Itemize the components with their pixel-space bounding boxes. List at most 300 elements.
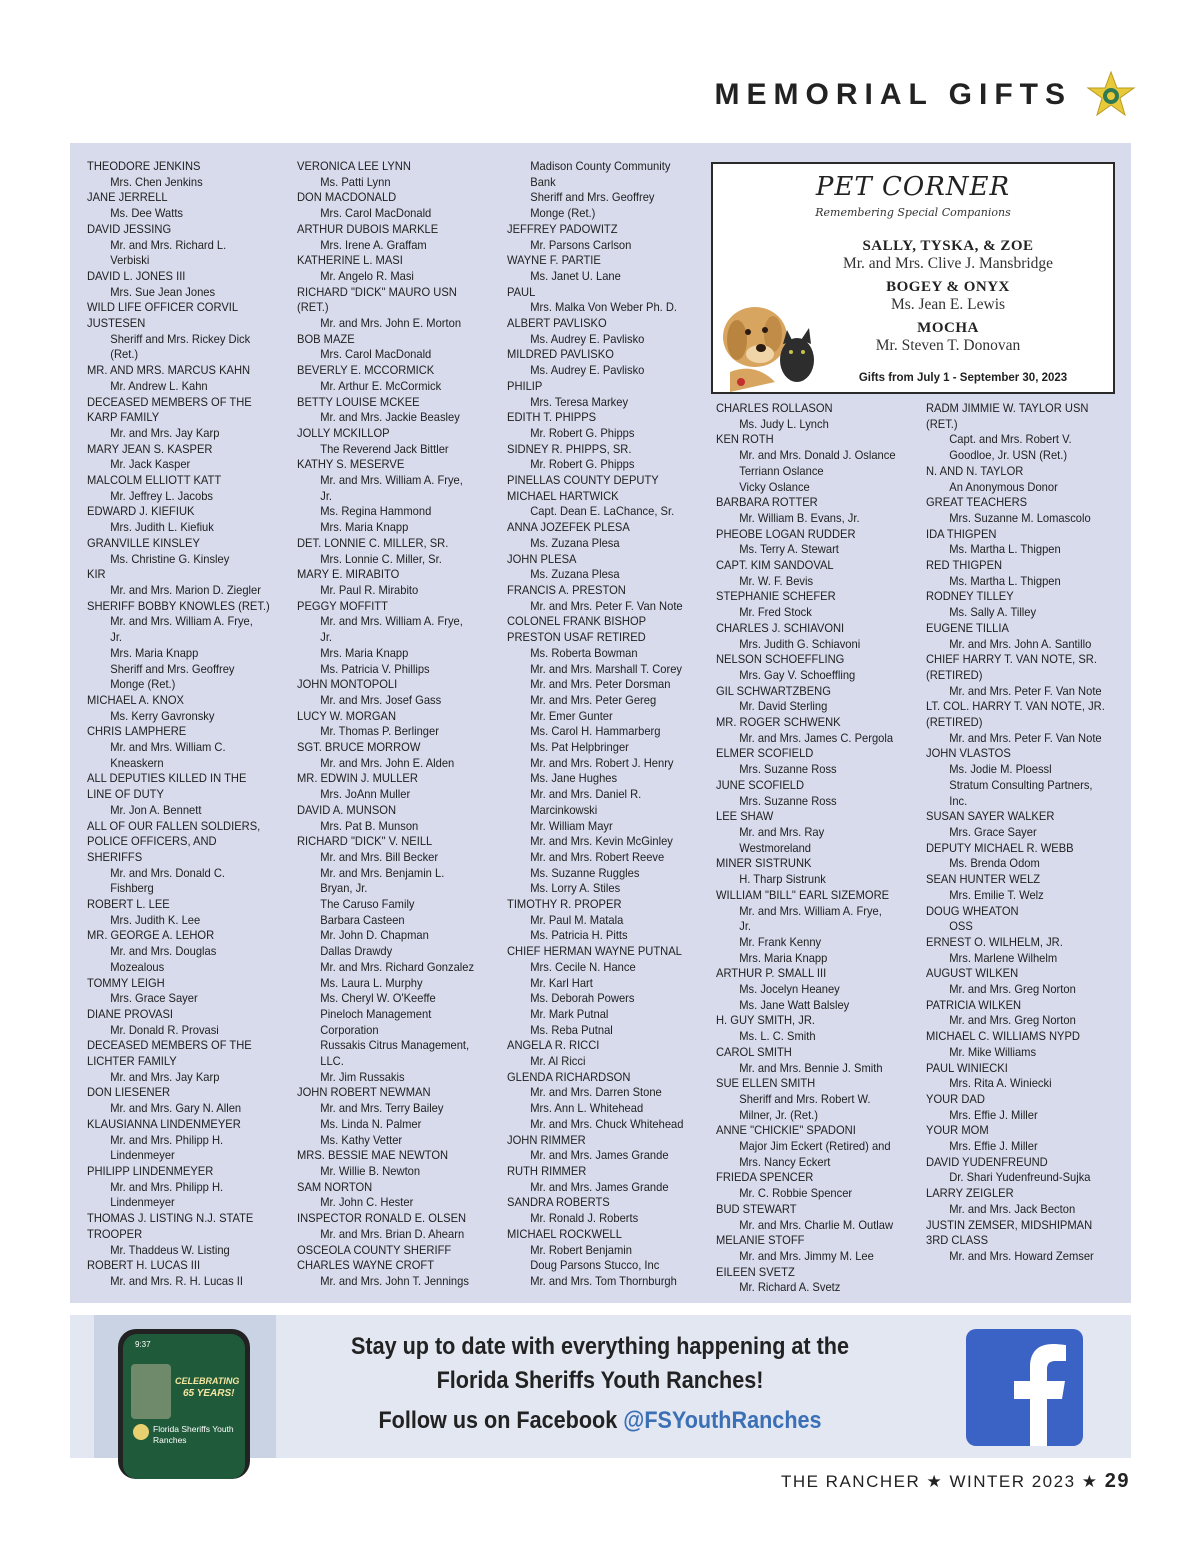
- donor-name: Sheriff and Mrs. Geoffrey: [110, 661, 235, 676]
- honoree-name: SEAN HUNTER WELZ: [926, 872, 1041, 887]
- donor-name: Mr. Donald R. Provasi: [110, 1022, 219, 1037]
- donor-name: Ms. Kathy Vetter: [320, 1132, 403, 1147]
- donor-name: Ms. Audrey E. Pavlisko: [530, 331, 645, 346]
- honoree-name: MINER SISTRUNK: [716, 856, 812, 871]
- donor-name: Mr. and Mrs. William A. Frye,: [320, 614, 463, 629]
- donor-name: Mr. and Mrs. Howard Zemser: [949, 1248, 1094, 1263]
- honoree-name: THEODORE JENKINS: [87, 159, 201, 173]
- honoree-name: PHILIP: [507, 378, 543, 393]
- honoree-name: LUCY W. MORGAN: [297, 708, 397, 723]
- honoree-name: SAM NORTON: [297, 1179, 373, 1194]
- honoree-name: DOUG WHEATON: [926, 903, 1019, 918]
- donor-name: Mr. Fred Stock: [739, 605, 812, 620]
- donor-name: Mr. and Mrs. Terry Bailey: [320, 1101, 444, 1116]
- honoree-name: JOHN MONTOPOLI: [297, 677, 398, 692]
- donor-name: Mr. and Mrs. Josef Gass: [320, 692, 442, 707]
- donor-name: Ms. Sally A. Tilley: [949, 605, 1037, 620]
- donor-name: Ms. Zuzana Plesa: [530, 535, 620, 550]
- donor-name: Mr. and Mrs. Kevin McGinley: [530, 834, 673, 849]
- pet-donor: Mr. Steven T. Donovan: [875, 337, 1021, 354]
- honoree-name: YOUR DAD: [926, 1091, 985, 1106]
- donor-name: Mr. and Mrs. Peter Dorsman: [530, 677, 671, 692]
- donor-name: Mr. Paul M. Matala: [530, 912, 624, 927]
- pet-donor: Mr. and Mrs. Clive J. Mansbridge: [842, 255, 1054, 272]
- donor-name: Mr. Jim Russakis: [320, 1069, 405, 1084]
- donor-name: Mrs. Lonnie C. Miller, Sr.: [320, 551, 442, 566]
- honoree-name: MR. AND MRS. MARCUS KAHN: [87, 363, 251, 378]
- donor-name: Mr. Karl Hart: [530, 975, 593, 990]
- donor-name: Fishberg: [110, 881, 154, 896]
- honoree-name: KLAUSIANNA LINDENMEYER: [87, 1116, 241, 1131]
- honoree-name: JANE JERRELL: [87, 190, 168, 205]
- donor-name: Mr. W. F. Bevis: [739, 573, 814, 588]
- donor-name: Ms. Dee Watts: [110, 206, 184, 221]
- donor-name: Mrs. Carol MacDonald: [320, 206, 432, 221]
- donor-name: Goodloe, Jr. USN (Ret.): [949, 448, 1068, 463]
- donor-name: Ms. Terry A. Stewart: [739, 542, 839, 557]
- pet-names: MOCHA: [917, 320, 979, 336]
- donor-name: Mrs. Effie J. Miller: [949, 1139, 1038, 1154]
- honoree-name: SUSAN SAYER WALKER: [926, 809, 1055, 824]
- donor-name: Ms. Kerry Gavronsky: [110, 708, 215, 723]
- honoree-name: SGT. BRUCE MORROW: [297, 740, 421, 755]
- honoree-name: CHARLES WAYNE CROFT: [297, 1258, 435, 1273]
- honoree-name: RED THIGPEN: [926, 558, 1003, 573]
- donor-name: Ms. Regina Hammond: [320, 504, 432, 519]
- honoree-name: PAUL WINIECKI: [926, 1060, 1008, 1075]
- donor-name: Mr. Arthur E. McCormick: [320, 378, 442, 393]
- donor-name: Capt. Dean E. LaChance, Sr.: [530, 504, 675, 519]
- donor-name: Mr. Willie B. Newton: [320, 1164, 421, 1178]
- donor-name: LLC.: [320, 1054, 344, 1069]
- donor-name: Mrs. Judith L. Kiefiuk: [110, 520, 214, 535]
- donor-name: Westmoreland: [739, 840, 812, 855]
- honoree-name: THOMAS J. LISTING N.J. STATE: [87, 1211, 254, 1226]
- honoree-name: WILLIAM "BILL" EARL SIZEMORE: [716, 887, 890, 902]
- donor-name: Mr. and Mrs. John T. Jennings: [320, 1273, 469, 1288]
- donor-name: Ms. Zuzana Plesa: [530, 567, 620, 582]
- honoree-name: CAROL SMITH: [716, 1044, 792, 1059]
- star-separator-icon: ★: [1081, 1472, 1105, 1491]
- donor-name: Mr. and Mrs. Marion D. Ziegler: [110, 582, 261, 597]
- donor-name: Mr. and Mrs. Marshall T. Corey: [530, 661, 682, 676]
- donor-name: Mr. Al Ricci: [530, 1054, 586, 1069]
- donor-name: Ms. Carol H. Hammarberg: [530, 724, 661, 739]
- honoree-name: CHARLES J. SCHIAVONI: [716, 620, 845, 635]
- page-number: 29: [1104, 1470, 1130, 1492]
- donor-name: Mr. and Mrs. John A. Santillo: [949, 636, 1092, 651]
- honoree-name: MR. ROGER SCHWENK: [716, 715, 841, 730]
- donor-name: Ms. Christine G. Kinsley: [110, 551, 230, 566]
- phone-badge-text: CELEBRATING: [175, 1376, 240, 1386]
- honoree-name: PAUL: [507, 284, 536, 299]
- donor-name: Mr. and Mrs. William A. Frye,: [320, 473, 463, 488]
- honoree-name: SHERIFF BOBBY KNOWLES (RET.): [87, 598, 270, 613]
- honoree-name: PINELLAS COUNTY DEPUTY: [507, 473, 659, 488]
- honoree-name: RADM JIMMIE W. TAYLOR USN: [926, 401, 1089, 415]
- donor-name: Mr. and Mrs. Benjamin L.: [320, 865, 445, 880]
- phone-badge-text: 65 YEARS!: [183, 1388, 235, 1399]
- donor-name: Mrs. Marlene Wilhelm: [949, 950, 1058, 965]
- honoree-name: DECEASED MEMBERS OF THE: [87, 1038, 252, 1053]
- honoree-name: MICHAEL HARTWICK: [507, 488, 619, 503]
- honoree-name: TROOPER: [87, 1226, 143, 1241]
- donor-name: Mrs. Ann L. Whitehead: [530, 1101, 644, 1116]
- honoree-name: RUTH RIMMER: [507, 1164, 587, 1178]
- donor-name: Mr. and Mrs. Richard Gonzalez: [320, 959, 475, 974]
- donor-name: Terriann Oslance: [739, 463, 824, 478]
- pet-corner-subtitle: Remembering Special Companions: [815, 206, 1011, 219]
- honoree-name: KATHY S. MESERVE: [297, 457, 405, 472]
- honoree-name: DAVID A. MUNSON: [297, 802, 397, 817]
- donor-name: Mr. Emer Gunter: [530, 708, 613, 723]
- donor-name: Mrs. Rita A. Winiecki: [949, 1076, 1052, 1091]
- pet-names: BOGEY & ONYX: [886, 279, 1010, 295]
- donor-name: Mr. and Mrs. Donald C.: [110, 865, 225, 880]
- honoree-name: ELMER SCOFIELD: [716, 746, 814, 761]
- donor-name: H. Tharp Sistrunk: [739, 872, 826, 887]
- honoree-name: GLENDA RICHARDSON: [507, 1069, 631, 1084]
- honoree-name: JOHN PLESA: [507, 551, 577, 566]
- donor-name: Milner, Jr. (Ret.): [739, 1107, 819, 1122]
- banner-headline: Stay up to date with everything happening at the: [350, 1333, 850, 1360]
- donor-name: Mr. Jack Kasper: [110, 457, 191, 472]
- donor-name: Mr. John D. Chapman: [320, 928, 429, 943]
- honoree-name: LEE SHAW: [716, 809, 774, 824]
- honoree-name: LINE OF DUTY: [87, 787, 164, 802]
- donor-name: Ms. Pat Helpbringer: [530, 740, 629, 755]
- honoree-name: (RETIRED): [926, 667, 983, 682]
- honoree-name: JUNE SCOFIELD: [716, 777, 805, 792]
- honoree-name: (RET.): [926, 416, 958, 431]
- honoree-name: 3RD CLASS: [926, 1233, 989, 1248]
- honoree-name: POLICE OFFICERS, AND: [87, 834, 217, 849]
- honoree-name: OSCEOLA COUNTY SHERIFF: [297, 1242, 452, 1257]
- honoree-name: GREAT TEACHERS: [926, 495, 1028, 510]
- donor-name: Dr. Shari Yudenfreund-Sujka: [949, 1170, 1091, 1185]
- donor-name: Mrs. Effie J. Miller: [949, 1107, 1038, 1122]
- honoree-name: H. GUY SMITH, JR.: [716, 1013, 816, 1028]
- phone-page-name-line: Florida Sheriffs Youth: [153, 1424, 234, 1434]
- donor-name: Mr. and Mrs. William C.: [110, 740, 226, 755]
- donor-name: Mr. Angelo R. Masi: [320, 268, 414, 283]
- honoree-name: WAYNE F. PARTIE: [507, 253, 601, 268]
- honoree-name: PEGGY MOFFITT: [297, 598, 388, 613]
- honoree-name: KATHERINE L. MASI: [297, 253, 403, 268]
- donor-name: Mrs. Maria Knapp: [320, 520, 409, 535]
- honoree-name: MICHAEL ROCKWELL: [507, 1226, 622, 1241]
- honoree-name: BEVERLY E. MCCORMICK: [297, 363, 435, 378]
- honoree-name: MR. EDWIN J. MULLER: [297, 771, 418, 786]
- donor-name: Ms. Jane Watt Balsley: [739, 997, 850, 1012]
- honoree-name: BARBARA ROTTER: [716, 495, 818, 510]
- donor-name: Sheriff and Mrs. Robert W.: [739, 1091, 871, 1106]
- donor-name: Ms. Linda N. Palmer: [320, 1116, 422, 1131]
- donor-name: Mr. Frank Kenny: [739, 934, 822, 949]
- star-separator-icon: ★: [926, 1472, 950, 1491]
- honoree-name: INSPECTOR RONALD E. OLSEN: [297, 1211, 467, 1226]
- page-title: MEMORIAL GIFTS: [714, 78, 1072, 111]
- honoree-name: SHERIFFS: [87, 849, 143, 864]
- donor-name: Mrs. Carol MacDonald: [320, 347, 432, 362]
- honoree-name: DEPUTY MICHAEL R. WEBB: [926, 840, 1074, 855]
- honoree-name: CHIEF HARRY T. VAN NOTE, SR.: [926, 652, 1097, 667]
- donor-name: Ms. Deborah Powers: [530, 991, 635, 1006]
- donor-name: Mr. and Mrs. Robert J. Henry: [530, 755, 674, 770]
- donor-name: Ms. L. C. Smith: [739, 1029, 816, 1044]
- honoree-name: DAVID YUDENFREUND: [926, 1154, 1048, 1169]
- donor-name: Madison County Community: [530, 159, 671, 173]
- donor-name: Mr. and Mrs. Jay Karp: [110, 1069, 220, 1084]
- honoree-name: N. AND N. TAYLOR: [926, 463, 1024, 478]
- honoree-name: DON LIESENER: [87, 1085, 171, 1100]
- donor-name: (Ret.): [110, 347, 139, 362]
- donor-name: Ms. Martha L. Thigpen: [949, 573, 1061, 588]
- donor-name: Jr.: [320, 630, 333, 645]
- donor-name: Mr. and Mrs. Tom Thornburgh: [530, 1273, 677, 1288]
- donor-name: Mr. and Mrs. Peter F. Van Note: [949, 683, 1102, 698]
- sheriff-star-icon: [1086, 70, 1136, 120]
- donor-name: Mrs. Maria Knapp: [110, 645, 199, 660]
- memorial-column-5: [926, 401, 1126, 1265]
- donor-name: Barbara Casteen: [320, 912, 405, 927]
- honoree-name: RICHARD "DICK" MAURO USN: [297, 284, 457, 299]
- honoree-name: STEPHANIE SCHEFER: [716, 589, 836, 604]
- donor-name: Mrs. Nancy Eckert: [739, 1154, 831, 1169]
- donor-name: Mrs. Gay V. Schoeffling: [739, 667, 856, 682]
- donor-name: Sheriff and Mrs. Rickey Dick: [110, 331, 251, 346]
- donor-name: Mrs. Pat B. Munson: [320, 818, 419, 833]
- donor-name: The Caruso Family: [320, 897, 415, 912]
- donor-name: Mr. and Mrs. Bennie J. Smith: [739, 1060, 883, 1075]
- phone-page-name: [153, 1424, 234, 1446]
- honoree-name: DON MACDONALD: [297, 190, 397, 205]
- donor-name: Mr. and Mrs. Darren Stone: [530, 1085, 662, 1100]
- honoree-name: ALL DEPUTIES KILLED IN THE: [87, 771, 247, 786]
- honoree-name: JUSTIN ZEMSER, MIDSHIPMAN: [926, 1217, 1093, 1232]
- donor-name: Ms. Laura L. Murphy: [320, 975, 423, 990]
- facebook-f-glyph: [966, 1329, 1083, 1446]
- donor-name: Mrs. Irene A. Graffam: [320, 237, 427, 252]
- honoree-name: JUSTESEN: [87, 316, 146, 331]
- honoree-name: MELANIE STOFF: [716, 1233, 805, 1248]
- honoree-name: GIL SCHWARTZBENG: [716, 683, 831, 698]
- phone-photo: [131, 1364, 171, 1419]
- honoree-name: CHIEF HERMAN WAYNE PUTNAL: [507, 944, 682, 959]
- donor-name: Mr. and Mrs. Bill Becker: [320, 849, 439, 864]
- honoree-name: ANGELA R. RICCI: [507, 1038, 600, 1053]
- donor-name: Ms. Patricia H. Pitts: [530, 928, 628, 943]
- honoree-name: YOUR MOM: [926, 1123, 989, 1138]
- donor-name: Kneaskern: [110, 755, 164, 770]
- facebook-icon[interactable]: [966, 1329, 1083, 1446]
- follow-text: Follow us on Facebook: [378, 1407, 624, 1434]
- honoree-name: DAVID L. JONES III: [87, 268, 186, 283]
- donor-name: Capt. and Mrs. Robert V.: [949, 432, 1072, 447]
- donor-name: Ms. Lorry A. Stiles: [530, 881, 621, 896]
- honoree-name: FRANCIS A. PRESTON: [507, 582, 626, 597]
- donor-name: Mr. and Mrs. Gary N. Allen: [110, 1101, 242, 1116]
- honoree-name: BETTY LOUISE MCKEE: [297, 394, 420, 409]
- honoree-name: EDWARD J. KIEFIUK: [87, 504, 195, 519]
- honoree-name: CAPT. KIM SANDOVAL: [716, 558, 834, 573]
- donor-name: Mr. and Mrs. Chuck Whitehead: [530, 1116, 684, 1131]
- donor-name: Mr. and Mrs. Brian D. Ahearn: [320, 1226, 465, 1241]
- donor-name: Ms. Patti Lynn: [320, 174, 391, 189]
- honoree-name: MR. GEORGE A. LEHOR: [87, 928, 215, 943]
- facebook-handle-link[interactable]: @FSYouthRanches: [623, 1407, 822, 1434]
- donor-name: Ms. Jocelyn Heaney: [739, 982, 840, 997]
- honoree-name: PHEOBE LOGAN RUDDER: [716, 526, 856, 541]
- donor-name: Mr. William B. Evans, Jr.: [739, 510, 860, 525]
- honoree-name: MARY E. MIRABITO: [297, 567, 400, 582]
- dog-and-cat-photo: [715, 282, 815, 392]
- honoree-name: CHARLES ROLLASON: [716, 401, 833, 415]
- donor-name: Corporation: [320, 1022, 379, 1037]
- donor-name: Mrs. Malka Von Weber Ph. D.: [530, 300, 678, 315]
- honoree-name: KIR: [87, 567, 106, 582]
- honoree-name: MARY JEAN S. KASPER: [87, 441, 213, 456]
- publication-name: THE RANCHER: [780, 1472, 921, 1491]
- donor-name: Russakis Citrus Management,: [320, 1038, 470, 1053]
- donor-name: Mr. and Mrs. Charlie M. Outlaw: [739, 1217, 894, 1232]
- donor-name: Mr. and Mrs. Jimmy M. Lee: [739, 1248, 874, 1263]
- donor-name: Mr. Andrew L. Kahn: [110, 378, 208, 393]
- honoree-name: MICHAEL C. WILLIAMS NYPD: [926, 1029, 1081, 1044]
- pet-corner-title: PET CORNER: [815, 172, 1011, 202]
- honoree-name: ROBERT L. LEE: [87, 897, 170, 912]
- donor-name: Ms. Suzanne Ruggles: [530, 865, 640, 880]
- donor-name: Mr. David Sterling: [739, 699, 828, 714]
- donor-name: Mr. and Mrs. Daniel R.: [530, 787, 642, 802]
- donor-name: Mrs. Grace Sayer: [949, 824, 1037, 839]
- donor-name: Lindenmeyer: [110, 1148, 175, 1163]
- honoree-name: COLONEL FRANK BISHOP: [507, 614, 647, 629]
- honoree-name: KARP FAMILY: [87, 410, 160, 425]
- donor-name: Mr. and Mrs. John E. Morton: [320, 316, 462, 331]
- pet-names: SALLY, TYSKA, & ZOE: [862, 238, 1034, 254]
- honoree-name: ALL OF OUR FALLEN SOLDIERS,: [87, 818, 261, 833]
- donor-name: Mr. and Mrs. Jackie Beasley: [320, 410, 460, 425]
- donor-name: Mr. Paul R. Mirabito: [320, 582, 419, 597]
- page-footer: [781, 1470, 1130, 1493]
- donor-name: Mr. and Mrs. Douglas: [110, 944, 217, 959]
- donor-name: Mr. Robert G. Phipps: [530, 425, 635, 440]
- honoree-name: NELSON SCHOEFFLING: [716, 652, 845, 667]
- pet-corner-dates: Gifts from July 1 - September 30, 2023: [858, 372, 1068, 384]
- honoree-name: JOHN VLASTOS: [926, 746, 1011, 761]
- honoree-name: DECEASED MEMBERS OF THE: [87, 394, 252, 409]
- honoree-name: GRANVILLE KINSLEY: [87, 535, 200, 550]
- honoree-name: SANDRA ROBERTS: [507, 1195, 610, 1210]
- honoree-name: JOHN RIMMER: [507, 1132, 586, 1147]
- honoree-name: EILEEN SVETZ: [716, 1264, 795, 1279]
- banner-headline: Florida Sheriffs Youth Ranches!: [436, 1367, 764, 1394]
- donor-name: Mr. Jeffrey L. Jacobs: [110, 488, 214, 503]
- honoree-name: ANNA JOZEFEK PLESA: [507, 520, 630, 535]
- honoree-name: ROBERT H. LUCAS III: [87, 1258, 201, 1273]
- donor-name: Marcinkowski: [530, 802, 598, 817]
- donor-name: Mr. Jon A. Bennett: [110, 802, 202, 817]
- donor-name: Mr. C. Robbie Spencer: [739, 1186, 853, 1201]
- honoree-name: AUGUST WILKEN: [926, 966, 1019, 981]
- donor-name: Mr. and Mrs. R. H. Lucas II: [110, 1273, 243, 1288]
- memorial-column-4: [716, 401, 916, 1296]
- pet-corner-box: [711, 162, 1115, 394]
- donor-name: Ms. Reba Putnal: [530, 1022, 613, 1037]
- donor-name: Ms. Janet U. Lane: [530, 268, 621, 283]
- donor-name: Mr. William Mayr: [530, 818, 613, 833]
- donor-name: Mr. Richard A. Svetz: [739, 1280, 841, 1295]
- donor-name: Mr. and Mrs. Richard L.: [110, 237, 227, 252]
- memorial-column-2: [297, 159, 497, 1290]
- donor-name: Monge (Ret.): [110, 677, 176, 692]
- honoree-name: ALBERT PAVLISKO: [507, 316, 607, 331]
- honoree-name: VERONICA LEE LYNN: [297, 159, 411, 173]
- honoree-name: BOB MAZE: [297, 331, 355, 346]
- donor-name: Jr.: [739, 919, 752, 934]
- honoree-name: LARRY ZEIGLER: [926, 1186, 1014, 1201]
- donor-name: Bank: [530, 174, 556, 189]
- donor-name: Mr. and Mrs. James C. Pergola: [739, 730, 894, 745]
- donor-name: Mrs. Suzanne Ross: [739, 762, 837, 777]
- honoree-name: SUE ELLEN SMITH: [716, 1076, 816, 1091]
- donor-name: Mr. and Mrs. Peter F. Van Note: [949, 730, 1102, 745]
- donor-name: Dallas Drawdy: [320, 944, 393, 959]
- honoree-name: (RETIRED): [926, 715, 983, 730]
- donor-name: Mrs. Suzanne Ross: [739, 793, 837, 808]
- donor-name: Mr. Parsons Carlson: [530, 237, 632, 252]
- honoree-name: MILDRED PAVLISKO: [507, 347, 614, 362]
- donor-name: Mr. and Mrs. Philipp H.: [110, 1179, 224, 1194]
- honoree-name: CHRIS LAMPHERE: [87, 724, 187, 739]
- ranch-logo-icon: [133, 1424, 149, 1440]
- donor-name: Mr. and Mrs. Peter Gereg: [530, 692, 657, 707]
- donor-name: Mr. Mike Williams: [949, 1044, 1037, 1059]
- honoree-name: DAVID JESSING: [87, 221, 172, 236]
- honoree-name: LT. COL. HARRY T. VAN NOTE, JR.: [926, 699, 1105, 714]
- donor-name: Mrs. Cecile N. Hance: [530, 959, 636, 974]
- donor-name: Mr. and Mrs. John E. Alden: [320, 755, 455, 770]
- donor-name: An Anonymous Donor: [949, 479, 1058, 494]
- phone-clock: 9:37: [135, 1340, 151, 1349]
- donor-name: OSS: [949, 919, 973, 934]
- donor-name: Mr. and Mrs. Greg Norton: [949, 982, 1076, 997]
- honoree-name: BUD STEWART: [716, 1201, 797, 1216]
- pet-corner-entries: [783, 232, 1113, 355]
- donor-name: Doug Parsons Stucco, Inc: [530, 1258, 660, 1273]
- donor-name: Mr. and Mrs. Robert Reeve: [530, 849, 665, 864]
- banner-follow-line: [330, 1407, 870, 1435]
- honoree-name: TIMOTHY R. PROPER: [507, 897, 622, 912]
- honoree-name: KEN ROTH: [716, 432, 774, 447]
- donor-name: Ms. Audrey E. Pavlisko: [530, 363, 645, 378]
- donor-name: Mr. and Mrs. Donald J. Oslance: [739, 448, 896, 463]
- pet-donor: Ms. Jean E. Lewis: [890, 296, 1006, 313]
- donor-name: Ms. Jodie M. Ploessl: [949, 762, 1052, 777]
- honoree-name: DET. LONNIE C. MILLER, SR.: [297, 535, 449, 550]
- donor-name: Mrs. Chen Jenkins: [110, 174, 203, 189]
- donor-name: Verbiski: [110, 253, 150, 268]
- donor-name: Mrs. Teresa Markey: [530, 394, 629, 409]
- honoree-name: ERNEST O. WILHELM, JR.: [926, 934, 1063, 949]
- honoree-name: LICHTER FAMILY: [87, 1054, 177, 1069]
- donor-name: Mrs. Maria Knapp: [320, 645, 409, 660]
- donor-name: Mr. Robert Benjamin: [530, 1242, 632, 1257]
- honoree-name: MALCOLM ELLIOTT KATT: [87, 473, 222, 488]
- donor-name: Mr. Ronald J. Roberts: [530, 1211, 639, 1226]
- donor-name: Jr.: [110, 630, 123, 645]
